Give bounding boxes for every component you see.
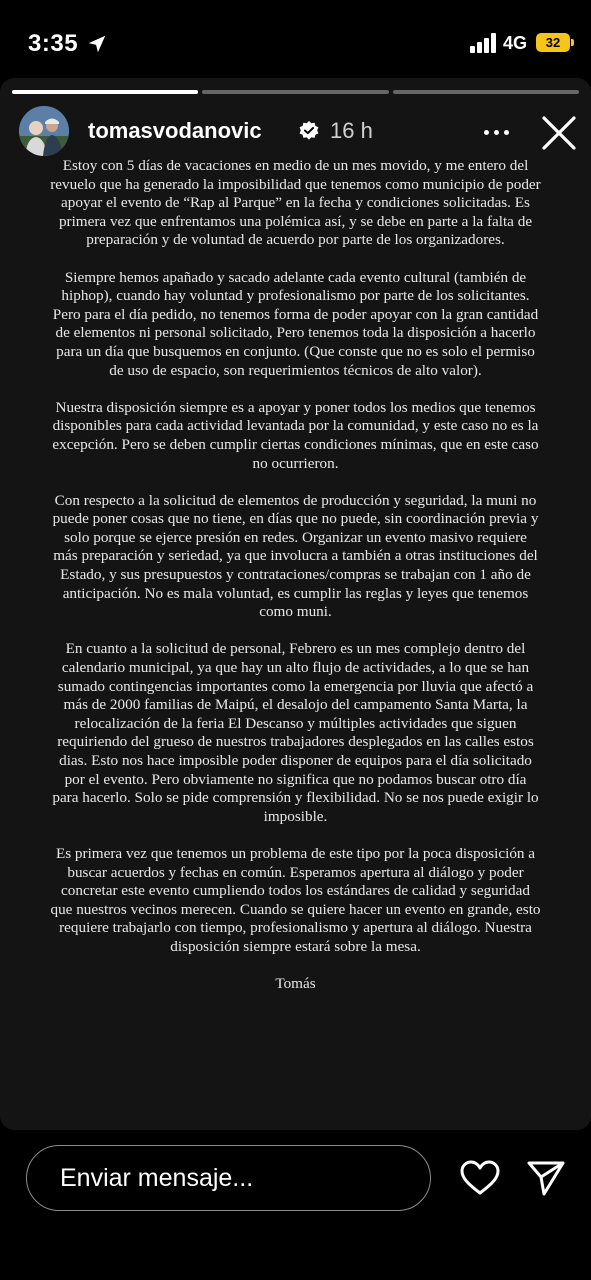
- avatar[interactable]: [19, 106, 69, 156]
- verified-badge-icon: [299, 121, 319, 141]
- story-paragraph: En cuanto a la solicitud de personal, Febrero es un mes complejo dentro del calendario municipal, ya que hay un alto flujo de actividades, a lo que se han sumado contingencias importantes como la emergencia por lluvia que afectó a más de 2000 familias de Maipú, el desalojo del campamento Santa Marta, la relocalización de la feria El Descanso y múltiples actividades que siguen requiriendo del grueso de nuestros trabajadores desplegados en las calles estos dias. Esto nos hace imposible poder disponer de equipos para el día solicitado por el evento. Pero obviamente no significa que no podamos buscar otro día para hacerlo. Solo se pide comprensión y flexibilidad. No se nos puede exigir lo imposible.: [52, 640, 539, 825]
- story-age: 16 h: [330, 118, 373, 143]
- signal-bars-icon: [470, 33, 498, 53]
- story-paragraph: Es primera vez que tenemos un problema de este tipo por la poca disposición a buscar acuerdos y fechas en común. Esperamos apertura al diálogo y poder concretar este evento cumpliendo todos los estándares de calidad y seguridad que nuestros vecinos merecen. Cuando se quiere hacer un evento en grande, esto requiere trabajarlo con tiempo, profesionalismo y apertura al diálogo. Nuestra disposición siempre estará sobre la mesa.: [50, 844, 541, 955]
- story-paragraph: Siempre hemos apañado y sacado adelante cada evento cultural (también de hiphop), cuando hay voluntad y profesionalismo por parte de los solicitantes. Pero para el día pedido, no tenemos forma de poder apoyar con la gran cantidad de elementos ni personal solicitado, Pero tenemos toda la disposición a hacerlo para un día que busquemos en conjunto. (Que conste que no es solo el permiso de uso de espacio, son requerimientos técnicos de alto valor).: [52, 268, 539, 379]
- more-options-icon[interactable]: [478, 114, 514, 150]
- network-type: 4G: [503, 33, 528, 53]
- story-paragraph: Con respecto a la solicitud de elementos de producción y seguridad, la muni no puede poner cosas que no tiene, en días que no puede, sin coordinación previa y solo porque se ejerce presión en redes. Organizar un evento masivo requiere más preparación y seriedad, ya que involucra a también a otras instituciones del Estado, y sus presupuestos y contrataciones/compras se trabajan con 1 año de anticipación. No es mala voluntad, es cumplir las reglas y leyes que tenemos como muni.: [52, 491, 539, 621]
- story-text: [50, 157, 541, 1012]
- message-placeholder: Enviar mensaje...: [60, 1164, 254, 1192]
- story-username[interactable]: tomasvodanovic: [88, 118, 262, 143]
- heart-icon[interactable]: [460, 1160, 500, 1196]
- message-input[interactable]: [26, 1145, 431, 1211]
- progress-segment: [202, 90, 388, 94]
- status-time: 3:35: [28, 30, 79, 57]
- story-paragraph: Estoy con 5 días de vacaciones en medio de un mes movido, y me entero del revuelo que ha generado la imposibilidad que tenemos como municipio de poder apoyar el evento de “Rap al Parque” en la fecha y condiciones solicitadas. Es primera vez que enfrentamos una polémica así, y se debe en parte a la falta de preparación y de voluntad de acuerdo por parte de los organizadores.: [50, 157, 541, 249]
- progress-segment: [12, 90, 198, 94]
- story-signature: Tomás: [275, 975, 316, 993]
- progress-segment: [393, 90, 579, 94]
- send-icon[interactable]: [527, 1160, 565, 1196]
- story-progress: [12, 90, 579, 94]
- location-arrow-icon: [86, 33, 108, 55]
- close-icon[interactable]: [540, 114, 578, 152]
- story-paragraph: Nuestra disposición siempre es a apoyar y poner todos los medios que tenemos disponibles para cada actividad levantada por la comunidad, y este caso no es la excepción. Pero se deben cumplir ciertas condiciones mínimas, que en este caso no ocurrieron.: [52, 398, 539, 472]
- progress-fill: [12, 90, 198, 94]
- status-bar: [0, 0, 591, 88]
- battery-level: 32: [545, 35, 561, 50]
- battery-icon: [536, 33, 570, 52]
- battery-tip: [571, 39, 574, 46]
